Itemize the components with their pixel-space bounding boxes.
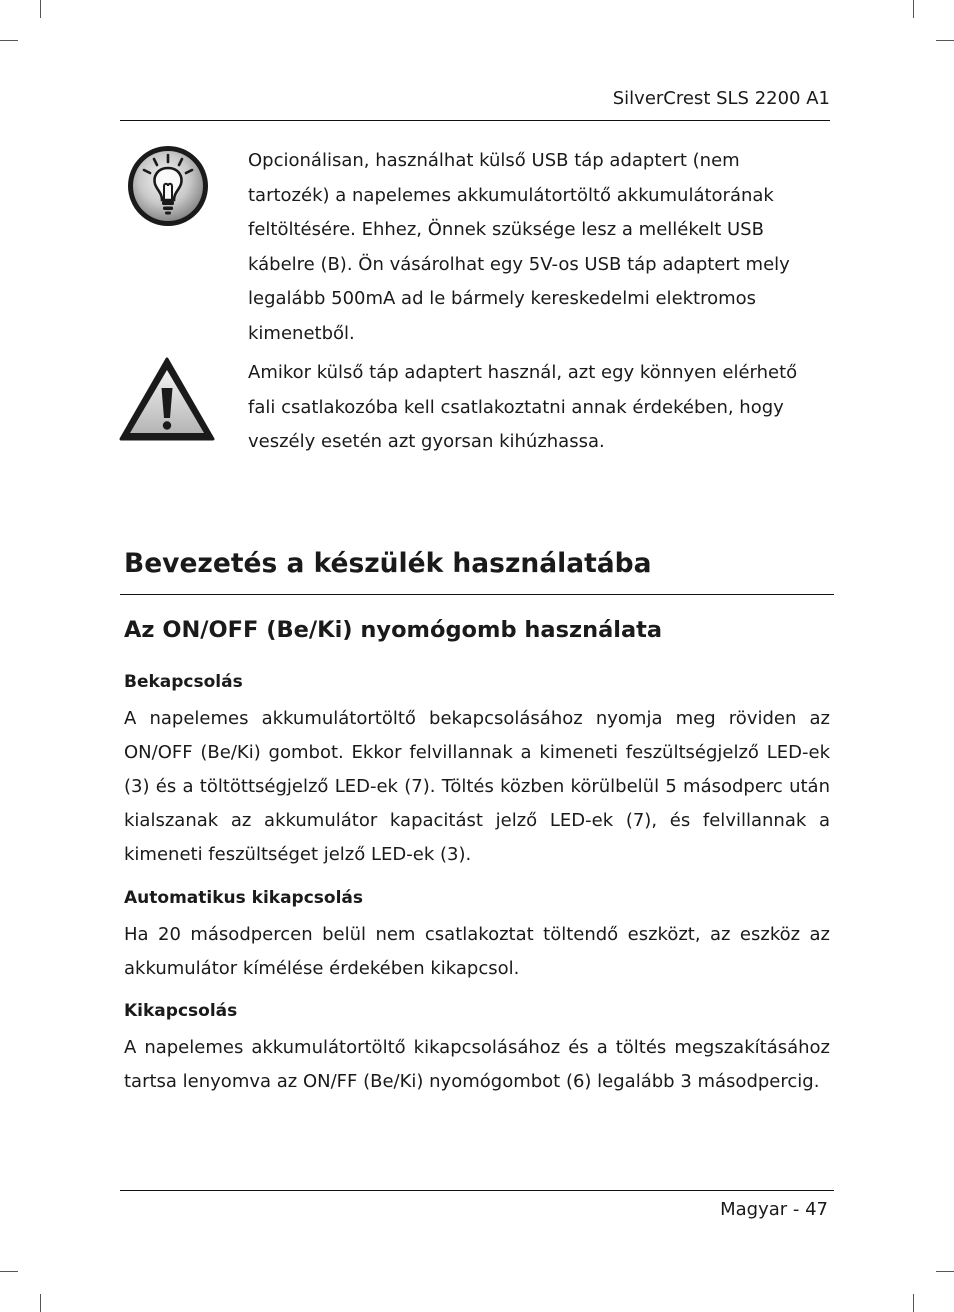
note-text-usb-adapter: Opcionálisan, használhat külső USB táp adaptert (nem tartozék) a napelemes akkumulátortöltő akkumulátorának feltöltésére. Ehhez, Önnek szüksége lesz a mellékelt USB kábelre (B). Ön vásárolhat egy 5V-os USB táp adaptert mely legalább 500mA ad le bármely kereskedelmi elektromos kimenetből. — [248, 150, 790, 344]
page-number: Magyar - 47 — [720, 1199, 828, 1220]
section-subtitle: Az ON/OFF (Be/Ki) nyomógomb használata — [124, 617, 663, 643]
subsection-heading-power-on: Bekapcsolás — [124, 672, 243, 692]
crop-mark — [913, 1294, 914, 1312]
crop-mark — [40, 0, 41, 18]
crop-mark — [0, 1271, 18, 1272]
section-title-rule — [120, 594, 834, 595]
subsection-text-power-off: A napelemes akkumulátortöltő kikapcsolásához és a töltés megszakításához tartsa lenyomva az ON/FF (Be/Ki) nyomógombot (6) legalább 3 másodpercig. — [124, 1037, 830, 1092]
subsection-text-power-on: A napelemes akkumulátortöltő bekapcsolásához nyomja meg röviden az ON/OFF (Be/Ki) gombot. Ekkor felvillannak a kimeneti feszültségjelző LED-ek (3) és a töltöttségjelző LED-ek (7). Töltés közben körülbelül 5 másodperc után kialszanak az akkumulátor kapacitást jelző LED-ek (7), és felvillannak a kimeneti feszültséget jelző LED-ek (3). — [124, 708, 830, 865]
header-rule — [120, 120, 830, 121]
running-header: SilverCrest SLS 2200 A1 — [612, 88, 830, 109]
subsection-heading-power-off: Kikapcsolás — [124, 1001, 238, 1021]
crop-mark — [0, 40, 18, 41]
crop-mark — [936, 40, 954, 41]
crop-mark — [40, 1294, 41, 1312]
warning-triangle-icon — [118, 356, 216, 442]
crop-mark — [913, 0, 914, 18]
subsection-text-auto-off: Ha 20 másodpercen belül nem csatlakoztat töltendő eszközt, az eszköz az akkumulátor kímélése érdekében kikapcsol. — [124, 924, 830, 979]
lightbulb-icon — [124, 142, 212, 230]
footer-rule — [120, 1190, 834, 1191]
subsection-heading-auto-off: Automatikus kikapcsolás — [124, 888, 364, 908]
crop-mark — [936, 1271, 954, 1272]
note-text-safety: Amikor külső táp adaptert használ, azt egy könnyen elérhető fali csatlakozóba kell csatlakoztatni annak érdekében, hogy veszély esetén azt gyorsan kihúzhassa. — [248, 362, 798, 452]
section-title: Bevezetés a készülék használatába — [124, 548, 652, 579]
